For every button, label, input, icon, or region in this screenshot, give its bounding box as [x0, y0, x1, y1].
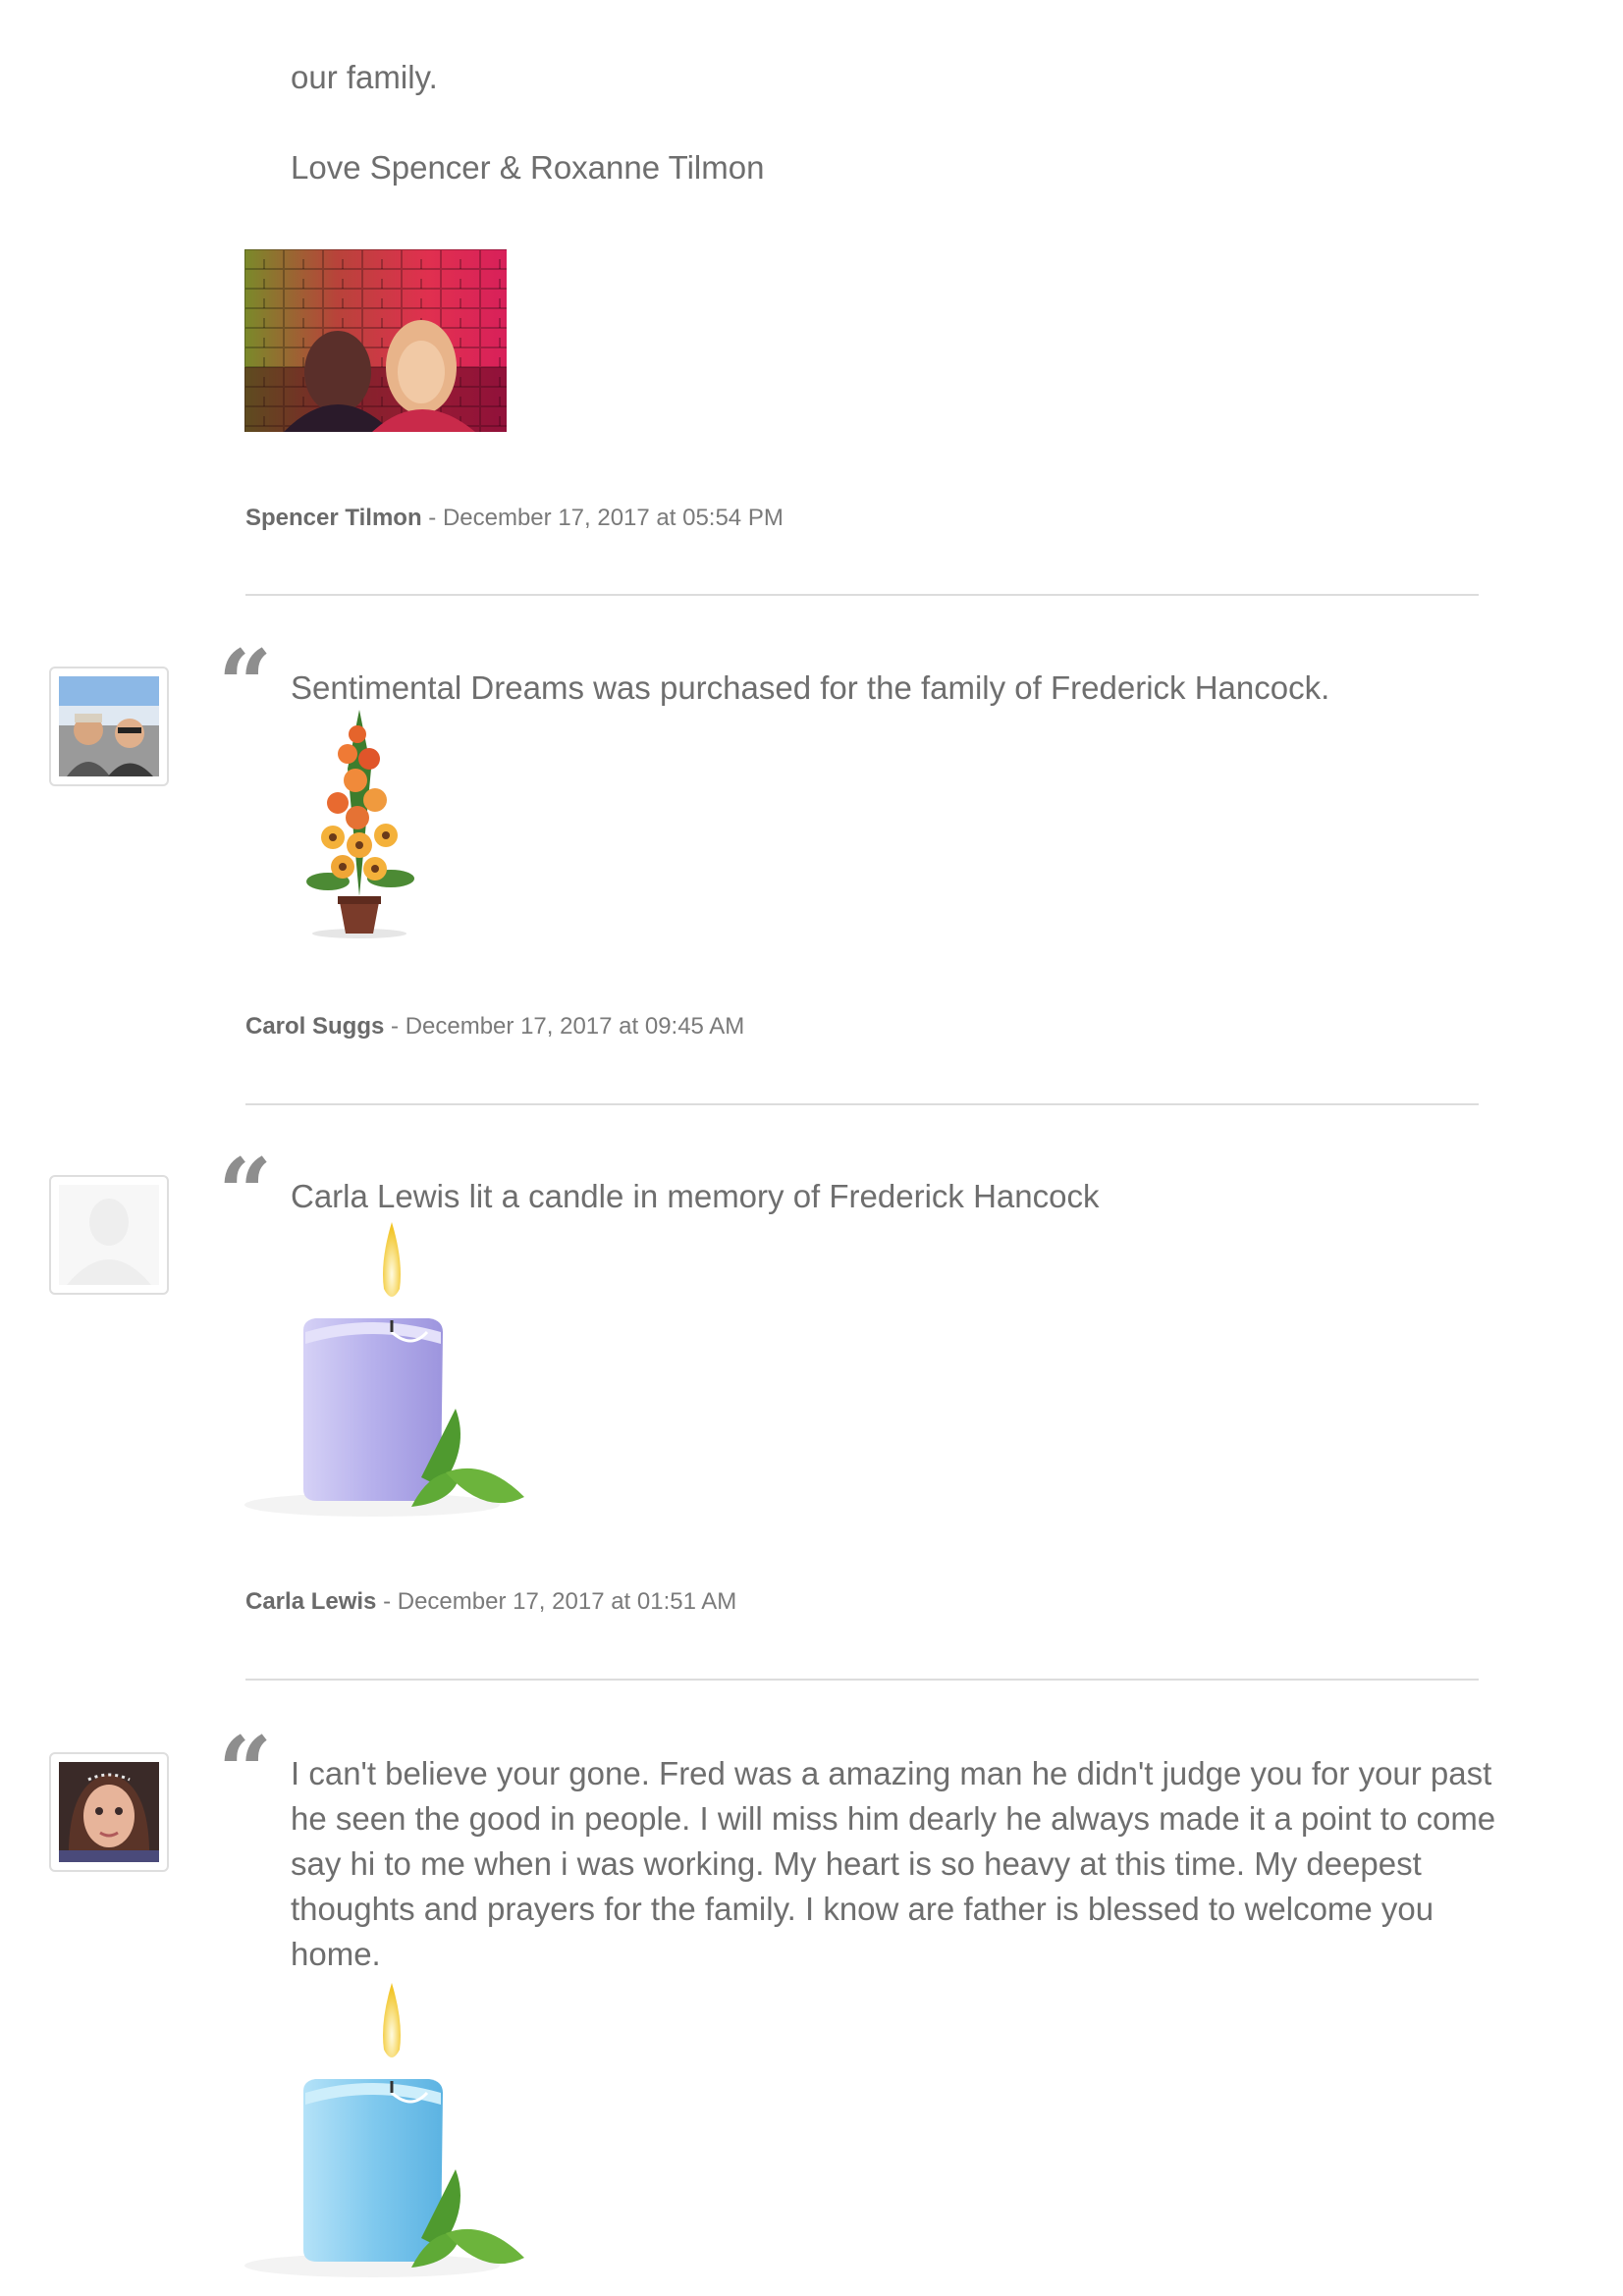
- condolence-message-tail: our family.: [291, 59, 438, 95]
- avatar[interactable]: [49, 1752, 169, 1872]
- quote-mark-icon: “: [218, 1716, 273, 1827]
- condolence-message: Sentimental Dreams was purchased for the family of Frederick Hancock.: [291, 669, 1330, 706]
- author-name[interactable]: Carol Suggs: [245, 1013, 385, 1040]
- condolence-message: I can't believe your gone. Fred was a amazing man he didn't judge you for your past he seen the good in people. I will miss him dearly he always made it a point to come say hi to me when i was working. My heart is so heavy at this time. My deepest thoughts and prayers for the family. I know are father is blessed to welcome you home.: [291, 1755, 1496, 1972]
- flower-arrangement-icon: [289, 710, 431, 940]
- couple-photo[interactable]: [244, 249, 507, 432]
- quote-mark-icon: “: [218, 629, 273, 740]
- comment-date: - December 17, 2017 at 05:54 PM: [428, 505, 784, 531]
- divider: [245, 594, 1479, 596]
- blue-candle-icon: [244, 1983, 534, 2277]
- avatar-photo: [59, 676, 159, 776]
- avatar[interactable]: [49, 667, 169, 786]
- author-name[interactable]: Carla Lewis: [245, 1588, 377, 1615]
- comment-date: - December 17, 2017 at 09:45 AM: [391, 1013, 745, 1040]
- comment-meta: [245, 1013, 744, 1041]
- default-avatar-icon: [59, 1185, 159, 1285]
- purple-candle-icon: [244, 1222, 534, 1517]
- condolence-message: Carla Lewis lit a candle in memory of Frederick Hancock: [291, 1178, 1100, 1214]
- divider: [245, 1103, 1479, 1105]
- avatar-photo: [59, 1762, 159, 1862]
- couple-photo-image: [244, 249, 507, 432]
- condolence-signature: Love Spencer & Roxanne Tilmon: [291, 149, 765, 186]
- comment-date: - December 17, 2017 at 01:51 AM: [383, 1588, 737, 1615]
- author-name[interactable]: Spencer Tilmon: [245, 505, 422, 531]
- comment-meta: [245, 505, 784, 532]
- quote-mark-icon: “: [218, 1138, 273, 1249]
- divider: [245, 1679, 1479, 1681]
- comment-meta: [245, 1588, 736, 1616]
- avatar[interactable]: [49, 1175, 169, 1295]
